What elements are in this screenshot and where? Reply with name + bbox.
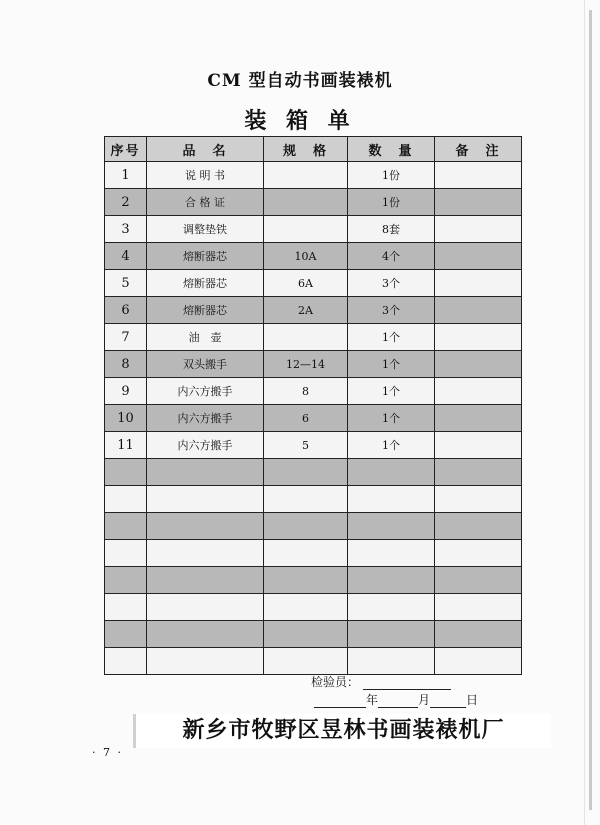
cell-no: 1: [105, 162, 147, 189]
cell-name: [147, 621, 264, 648]
day-label: 日: [466, 693, 479, 707]
table-header-row: [105, 137, 522, 162]
table-row: [105, 243, 522, 270]
cell-qty: 1个: [348, 351, 435, 378]
cell-note: [435, 513, 522, 540]
cell-spec: [264, 648, 348, 675]
cell-name: 调整垫铁: [147, 216, 264, 243]
cell-name: 油 壶: [147, 324, 264, 351]
cell-name: [147, 513, 264, 540]
cell-name: [147, 648, 264, 675]
cell-qty: [348, 540, 435, 567]
cell-qty: 8套: [348, 216, 435, 243]
month-blank: [378, 695, 418, 708]
cell-no: [105, 594, 147, 621]
cell-no: 8: [105, 351, 147, 378]
cell-note: [435, 189, 522, 216]
cell-spec: 8: [264, 378, 348, 405]
cell-note: [435, 297, 522, 324]
document-title: CM 型自动书画装裱机: [207, 71, 393, 91]
date-field: [314, 691, 478, 708]
cell-no: [105, 540, 147, 567]
cell-note: [435, 432, 522, 459]
header-spec: 规 格: [264, 137, 348, 162]
cell-qty: 3个: [348, 270, 435, 297]
cell-qty: [348, 513, 435, 540]
cell-no: [105, 567, 147, 594]
cell-note: [435, 567, 522, 594]
cell-name: 合 格 证: [147, 189, 264, 216]
cell-note: [435, 459, 522, 486]
cell-note: [435, 324, 522, 351]
table-row: [105, 270, 522, 297]
cell-qty: [348, 459, 435, 486]
cell-spec: [264, 486, 348, 513]
table-body: [105, 162, 522, 675]
cell-qty: [348, 594, 435, 621]
cell-spec: [264, 216, 348, 243]
cell-no: 5: [105, 270, 147, 297]
factory-name-stamp: 新乡市牧野区昱林书画装裱机厂: [133, 714, 551, 748]
header-no: 序号: [105, 137, 147, 162]
month-label: 月: [418, 693, 431, 707]
cell-spec: 12—14: [264, 351, 348, 378]
cell-qty: [348, 648, 435, 675]
cell-note: [435, 216, 522, 243]
cell-qty: [348, 567, 435, 594]
cell-no: 10: [105, 405, 147, 432]
year-label: 年: [366, 693, 379, 707]
table-row: [105, 486, 522, 513]
table-row: [105, 648, 522, 675]
table-row: [105, 594, 522, 621]
cell-name: 说 明 书: [147, 162, 264, 189]
cell-name: 双头搬手: [147, 351, 264, 378]
cell-note: [435, 270, 522, 297]
cell-name: 熔断器芯: [147, 297, 264, 324]
cell-note: [435, 648, 522, 675]
cell-note: [435, 405, 522, 432]
cell-no: 9: [105, 378, 147, 405]
cell-name: [147, 594, 264, 621]
table-row: [105, 216, 522, 243]
page-number: · 7 ·: [92, 746, 123, 759]
cell-spec: [264, 324, 348, 351]
cell-spec: [264, 189, 348, 216]
day-blank: [430, 695, 466, 708]
cell-spec: 6: [264, 405, 348, 432]
cell-spec: [264, 513, 348, 540]
cell-note: [435, 162, 522, 189]
cell-qty: 4个: [348, 243, 435, 270]
cell-spec: 5: [264, 432, 348, 459]
cell-name: [147, 567, 264, 594]
cell-no: [105, 621, 147, 648]
cell-name: 熔断器芯: [147, 270, 264, 297]
cell-qty: 1份: [348, 162, 435, 189]
cell-qty: [348, 486, 435, 513]
cell-spec: [264, 540, 348, 567]
cell-qty: [348, 621, 435, 648]
year-blank: [314, 695, 366, 708]
table-row: [105, 459, 522, 486]
table-row: [105, 621, 522, 648]
cell-name: [147, 540, 264, 567]
cell-no: 6: [105, 297, 147, 324]
cell-no: 11: [105, 432, 147, 459]
cell-name: 内六方搬手: [147, 405, 264, 432]
cell-qty: 1个: [348, 324, 435, 351]
cell-note: [435, 540, 522, 567]
header-note: 备 注: [435, 137, 522, 162]
inspector-label: 检验员：: [311, 675, 360, 689]
inspector-field: [311, 673, 451, 690]
table-row: [105, 378, 522, 405]
cell-note: [435, 351, 522, 378]
cell-spec: [264, 594, 348, 621]
cell-spec: 6A: [264, 270, 348, 297]
inspector-signature-line: [363, 677, 451, 690]
cell-name: 内六方搬手: [147, 432, 264, 459]
cell-name: [147, 486, 264, 513]
header-qty: 数 量: [348, 137, 435, 162]
table-row: [105, 540, 522, 567]
table-row: [105, 297, 522, 324]
cell-qty: 1个: [348, 432, 435, 459]
table-row: [105, 324, 522, 351]
table-row: [105, 405, 522, 432]
table-row: [105, 189, 522, 216]
cell-note: [435, 594, 522, 621]
cell-no: 4: [105, 243, 147, 270]
cell-name: 内六方搬手: [147, 378, 264, 405]
cell-qty: 1个: [348, 405, 435, 432]
table-row: [105, 351, 522, 378]
cell-note: [435, 486, 522, 513]
cell-name: [147, 459, 264, 486]
table-row: [105, 162, 522, 189]
table-row: [105, 513, 522, 540]
cell-qty: 1个: [348, 378, 435, 405]
cell-spec: [264, 459, 348, 486]
cell-no: 3: [105, 216, 147, 243]
cell-spec: 10A: [264, 243, 348, 270]
packing-list-table: [104, 136, 522, 675]
table-row: [105, 567, 522, 594]
cell-name: 熔断器芯: [147, 243, 264, 270]
cell-spec: [264, 162, 348, 189]
table-row: [105, 432, 522, 459]
document-subtitle: 装 箱 单: [244, 108, 356, 134]
cell-qty: 1份: [348, 189, 435, 216]
cell-qty: 3个: [348, 297, 435, 324]
cell-no: 2: [105, 189, 147, 216]
cell-note: [435, 621, 522, 648]
cell-no: [105, 648, 147, 675]
cell-no: 7: [105, 324, 147, 351]
cell-no: [105, 486, 147, 513]
cell-no: [105, 513, 147, 540]
cell-no: [105, 459, 147, 486]
cell-spec: 2A: [264, 297, 348, 324]
cell-note: [435, 243, 522, 270]
cell-spec: [264, 567, 348, 594]
cell-note: [435, 378, 522, 405]
header-name: 品 名: [147, 137, 264, 162]
cell-spec: [264, 621, 348, 648]
